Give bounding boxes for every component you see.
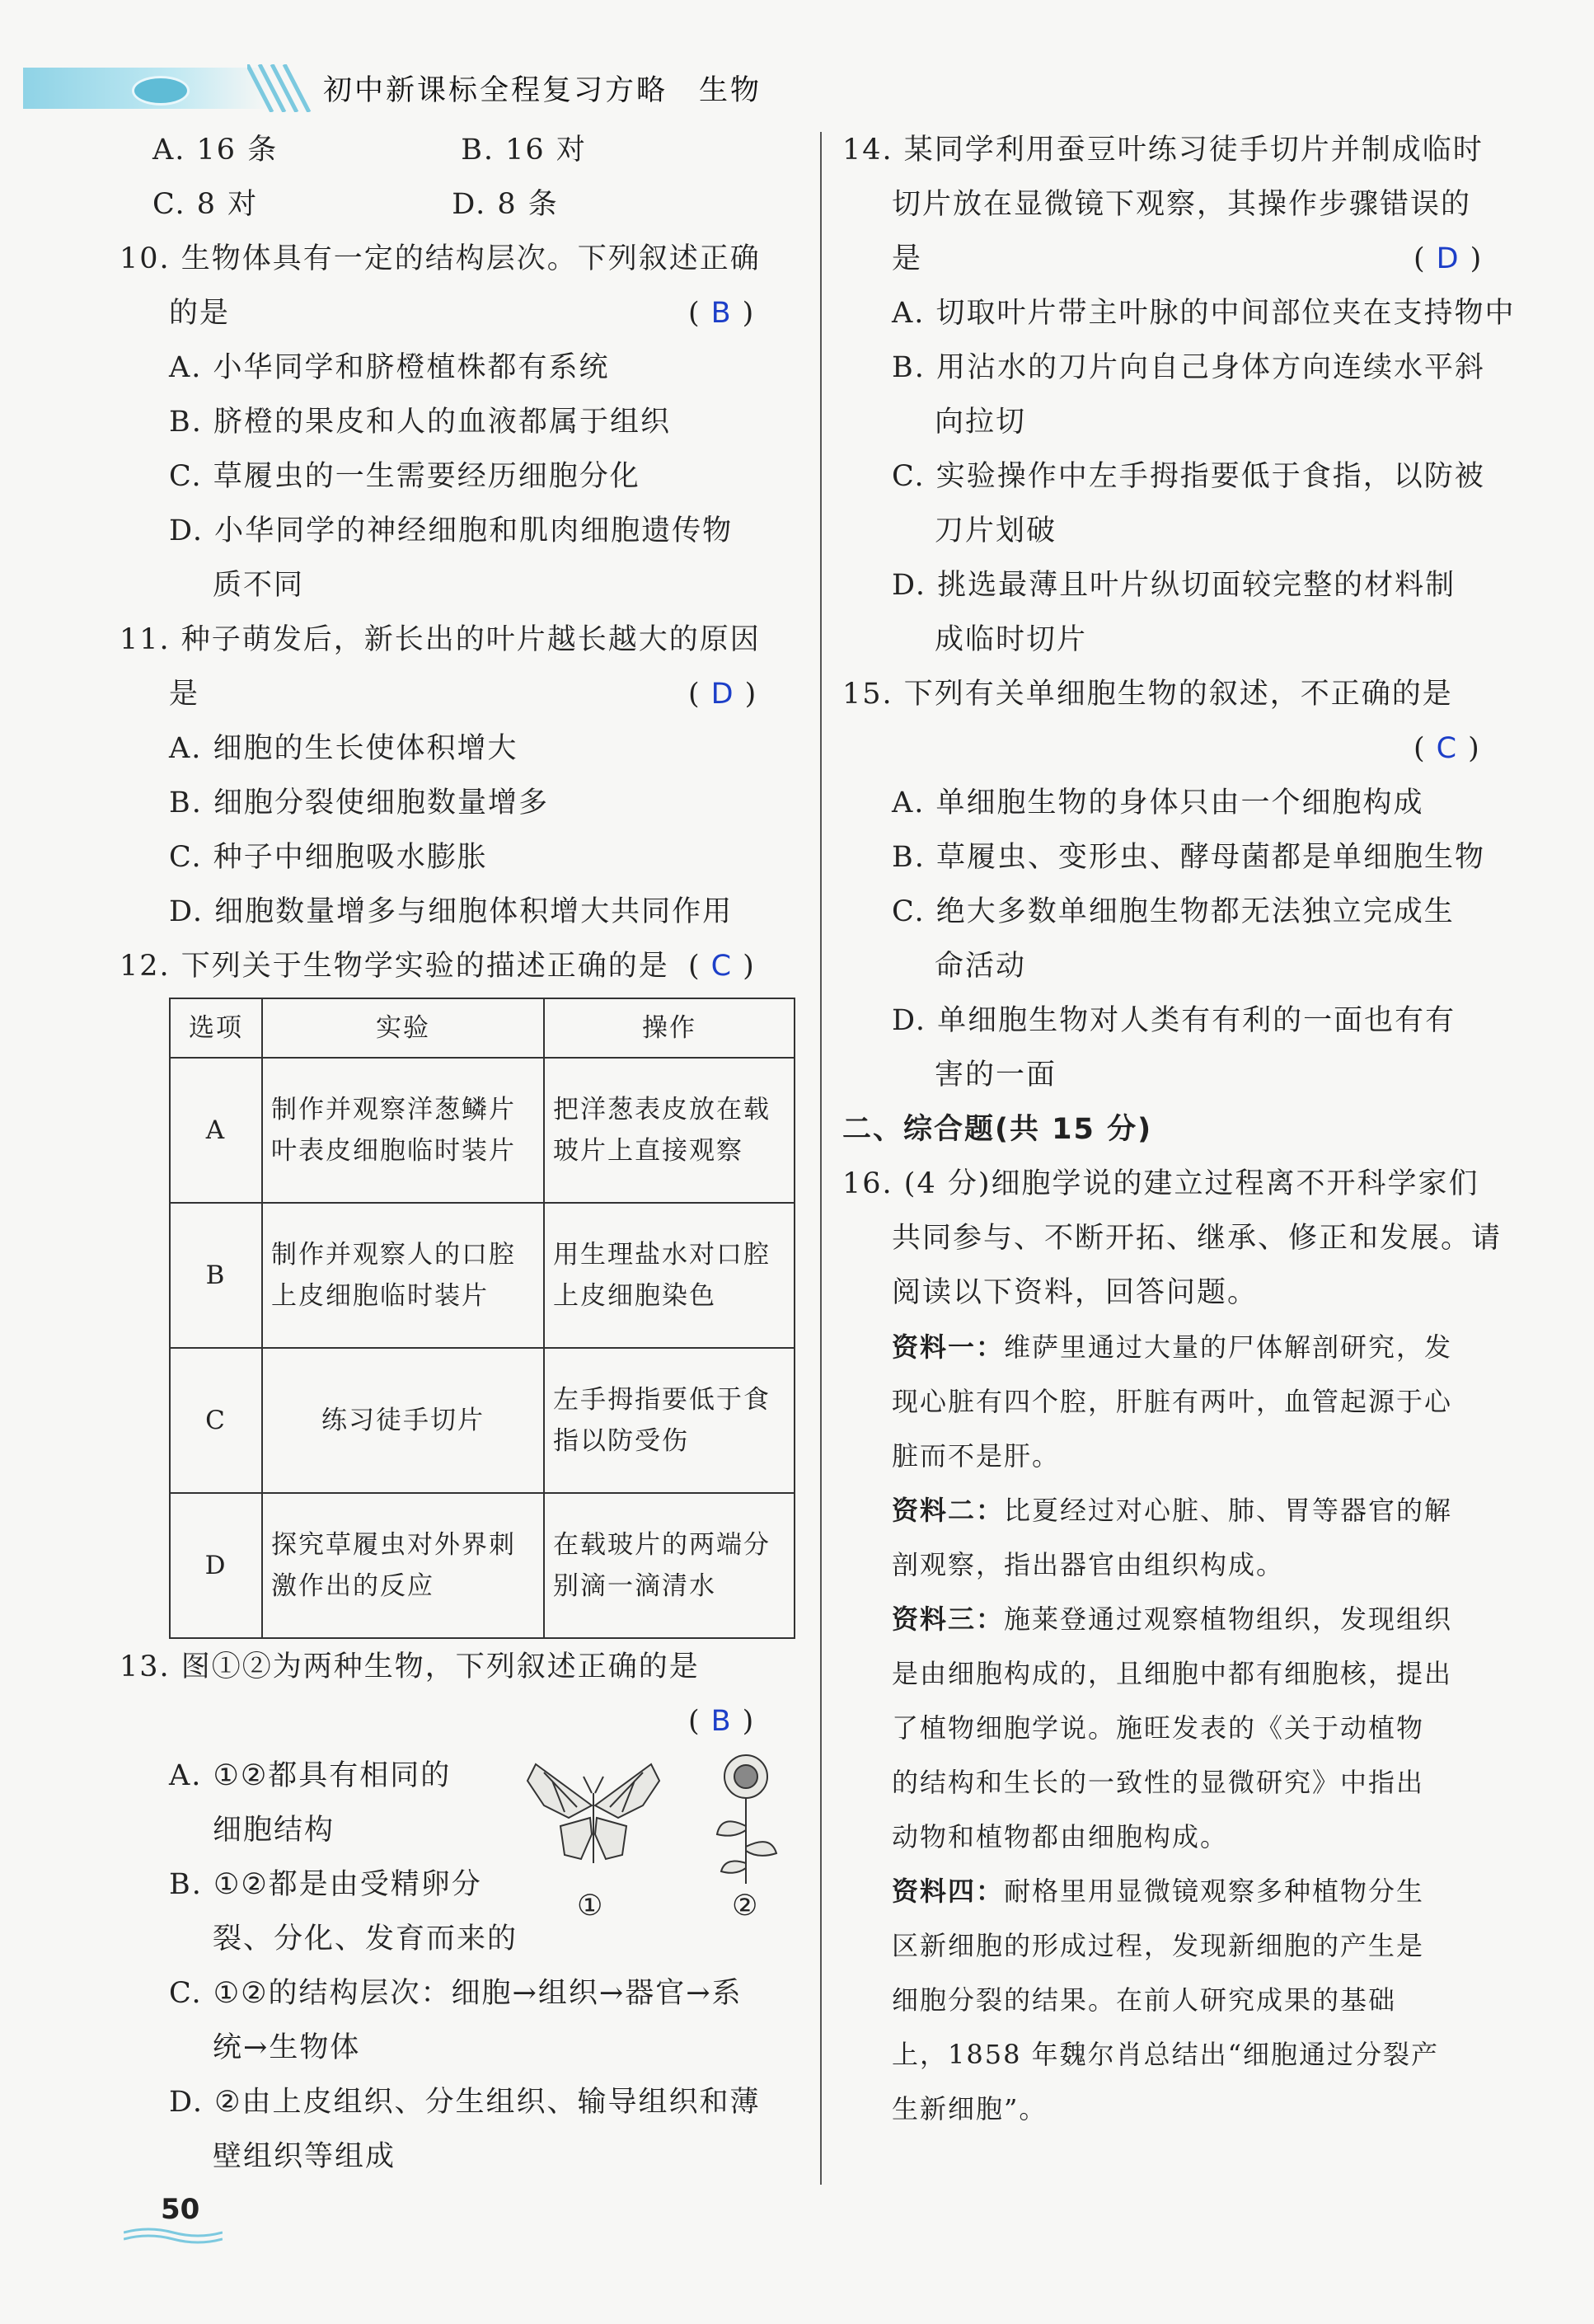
q13-option-b-cont: 裂、分化、发育而来的 — [213, 1923, 518, 1955]
q12-stem: 12. 下列关于生物学实验的描述正确的是 — [120, 950, 669, 983]
q10-stem-cont: 的是 — [169, 297, 231, 330]
q13-option-c-cont: 统→生物体 — [213, 2031, 361, 2064]
q11-stem: 11. 种子萌发后，新长出的叶片越长越大的原因 — [120, 623, 761, 656]
table-cell: 制作并观察人的口腔上皮细胞临时装片 — [262, 1203, 544, 1348]
q16-stem-cont2: 阅读以下资料，回答问题。 — [892, 1276, 1259, 1309]
material-4-line: 细胞分裂的结果。在前人研究成果的基础 — [892, 1984, 1397, 2016]
q15-option-c-cont: 命活动 — [935, 950, 1027, 983]
q10-answer: ( B ) — [688, 297, 754, 330]
q11-answer: ( D ) — [688, 678, 757, 711]
table-header: 操作 — [544, 998, 795, 1058]
material-3-line: 动物和植物都由细胞构成。 — [892, 1821, 1229, 1852]
q14-option-c: C. 实验操作中左手拇指要低于食指，以防被 — [892, 460, 1485, 493]
table-cell: C — [170, 1348, 262, 1493]
q13-option-d: D. ②由上皮组织、分生组织、输导组织和薄 — [169, 2086, 761, 2119]
table-header: 选项 — [170, 998, 262, 1058]
q14-option-c-cont: 刀片划破 — [935, 514, 1057, 547]
table-row — [170, 1203, 795, 1348]
material-3-line: 是由细胞构成的，且细胞中都有细胞核，提出 — [892, 1658, 1453, 1689]
q10-stem: 10. 生物体具有一定的结构层次。下列叙述正确 — [120, 242, 761, 275]
table-cell: 探究草履虫对外界刺激作出的反应 — [262, 1493, 544, 1638]
table-cell: 左手拇指要低于食指以防受伤 — [544, 1348, 795, 1493]
page-wave-icon — [124, 2226, 223, 2246]
q14-option-b-cont: 向拉切 — [935, 406, 1027, 439]
figure-label-1: ① — [577, 1890, 605, 1923]
material-2-line: 剖观察，指出器官由组织构成。 — [892, 1549, 1285, 1580]
table-cell: 在载玻片的两端分别滴一滴清水 — [544, 1493, 795, 1638]
header-stripes-icon — [247, 64, 313, 112]
q9-options-ab: A. 16 条 B. 16 对 — [152, 134, 587, 167]
q14-answer: ( D ) — [1414, 242, 1482, 275]
table-row — [170, 1348, 795, 1493]
material-4-line: 上，1858 年魏尔肖总结出“细胞通过分裂产 — [892, 2039, 1439, 2070]
table-header-row — [170, 998, 795, 1058]
q13-answer: ( B ) — [688, 1705, 754, 1738]
q13-option-c: C. ①②的结构层次：细胞→组织→器官→系 — [169, 1977, 743, 2010]
q10-option-a: A. 小华同学和脐橙植株都有系统 — [169, 351, 610, 384]
q13-option-d-cont: 壁组织等组成 — [213, 2140, 396, 2173]
material-4: 资料四：耐格里用显微镜观察多种植物分生 — [892, 1876, 1425, 1907]
material-3-line: 的结构和生长的一致性的显微研究》中指出 — [892, 1767, 1425, 1798]
eye-logo-icon — [132, 76, 190, 106]
table-cell: 练习徒手切片 — [262, 1348, 544, 1493]
q14-stem-cont: 切片放在显微镜下观察，其操作步骤错误的 — [892, 188, 1472, 221]
material-3-line: 了植物细胞学说。施旺发表的《关于动植物 — [892, 1712, 1425, 1744]
q16-stem: 16. (4 分)细胞学说的建立过程离不开科学家们 — [842, 1167, 1479, 1200]
q11-option-b: B. 细胞分裂使细胞数量增多 — [169, 786, 549, 819]
material-2: 资料二：比夏经过对心脏、肺、胃等器官的解 — [892, 1495, 1453, 1526]
q14-option-d: D. 挑选最薄且叶片纵切面较完整的材料制 — [892, 569, 1456, 602]
material-3: 资料三：施莱登通过观察植物组织，发现组织 — [892, 1603, 1453, 1635]
q11-option-d: D. 细胞数量增多与细胞体积增大共同作用 — [169, 895, 734, 928]
q16-stem-cont: 共同参与、不断开拓、继承、修正和发展。请 — [892, 1222, 1503, 1255]
table-header: 实验 — [262, 998, 544, 1058]
table-cell: D — [170, 1493, 262, 1638]
q15-option-b: B. 草履虫、变形虫、酵母菌都是单细胞生物 — [892, 841, 1485, 874]
q11-stem-cont: 是 — [169, 678, 200, 711]
page-number: 50 — [161, 2193, 200, 2226]
table-row — [170, 1493, 795, 1638]
q10-option-d: D. 小华同学的神经细胞和肌肉细胞遗传物 — [169, 514, 734, 547]
figure-label-2: ② — [732, 1890, 760, 1923]
q9-options-cd: C. 8 对 D. 8 条 — [152, 188, 559, 221]
q10-option-d-cont: 质不同 — [213, 569, 305, 602]
q10-option-b: B. 脐橙的果皮和人的血液都属于组织 — [169, 406, 671, 439]
q13-option-b: B. ①②都是由受精卵分 — [169, 1868, 482, 1901]
table-row — [170, 1058, 795, 1203]
q13-option-a-cont: 细胞结构 — [213, 1814, 335, 1847]
q14-option-d-cont: 成临时切片 — [935, 623, 1088, 656]
q15-stem: 15. 下列有关单细胞生物的叙述，不正确的是 — [842, 678, 1453, 711]
q14-option-a: A. 切取叶片带主叶脉的中间部位夹在支持物中 — [892, 297, 1516, 330]
table-cell: A — [170, 1058, 262, 1203]
material-4-line: 区新细胞的形成过程，发现新细胞的产生是 — [892, 1930, 1425, 1961]
q15-option-a: A. 单细胞生物的身体只由一个细胞构成 — [892, 786, 1424, 819]
material-4-line: 生新细胞”。 — [892, 2093, 1048, 2124]
q14-stem: 14. 某同学利用蚕豆叶练习徒手切片并制成临时 — [842, 134, 1484, 167]
q15-option-d: D. 单细胞生物对人类有有利的一面也有有 — [892, 1004, 1456, 1037]
q13-option-a: A. ①②都具有相同的 — [169, 1759, 452, 1792]
material-1-line: 脏而不是肝。 — [892, 1440, 1061, 1472]
q15-answer: ( C ) — [1414, 732, 1479, 765]
table-cell: B — [170, 1203, 262, 1348]
butterfly-illustration — [519, 1756, 668, 1880]
material-1: 资料一：维萨里通过大量的尸体解剖研究，发 — [892, 1331, 1453, 1363]
q15-option-c: C. 绝大多数单细胞生物都无法独立完成生 — [892, 895, 1455, 928]
q14-stem-cont2: 是 — [892, 242, 923, 275]
header-title: 初中新课标全程复习方略 生物 — [323, 74, 762, 107]
table-cell: 用生理盐水对口腔上皮细胞染色 — [544, 1203, 795, 1348]
q14-option-b: B. 用沾水的刀片向自己身体方向连续水平斜 — [892, 351, 1485, 384]
q11-option-a: A. 细胞的生长使体积增大 — [169, 732, 518, 765]
q15-option-d-cont: 害的一面 — [935, 1059, 1057, 1092]
q13-stem: 13. 图①②为两种生物，下列叙述正确的是 — [120, 1650, 700, 1683]
experiment-table — [169, 998, 795, 1639]
q11-option-c: C. 种子中细胞吸水膨胀 — [169, 841, 488, 874]
section-title: 二、综合题(共 15 分) — [842, 1113, 1153, 1146]
q12-answer: ( C ) — [688, 950, 754, 983]
material-1-line: 现心脏有四个腔，肝脏有两叶，血管起源于心 — [892, 1386, 1453, 1417]
sunflower-illustration — [709, 1748, 783, 1888]
q10-option-c: C. 草履虫的一生需要经历细胞分化 — [169, 460, 640, 493]
table-cell: 把洋葱表皮放在载玻片上直接观察 — [544, 1058, 795, 1203]
table-cell: 制作并观察洋葱鳞片叶表皮细胞临时装片 — [262, 1058, 544, 1203]
column-divider — [820, 132, 822, 2185]
